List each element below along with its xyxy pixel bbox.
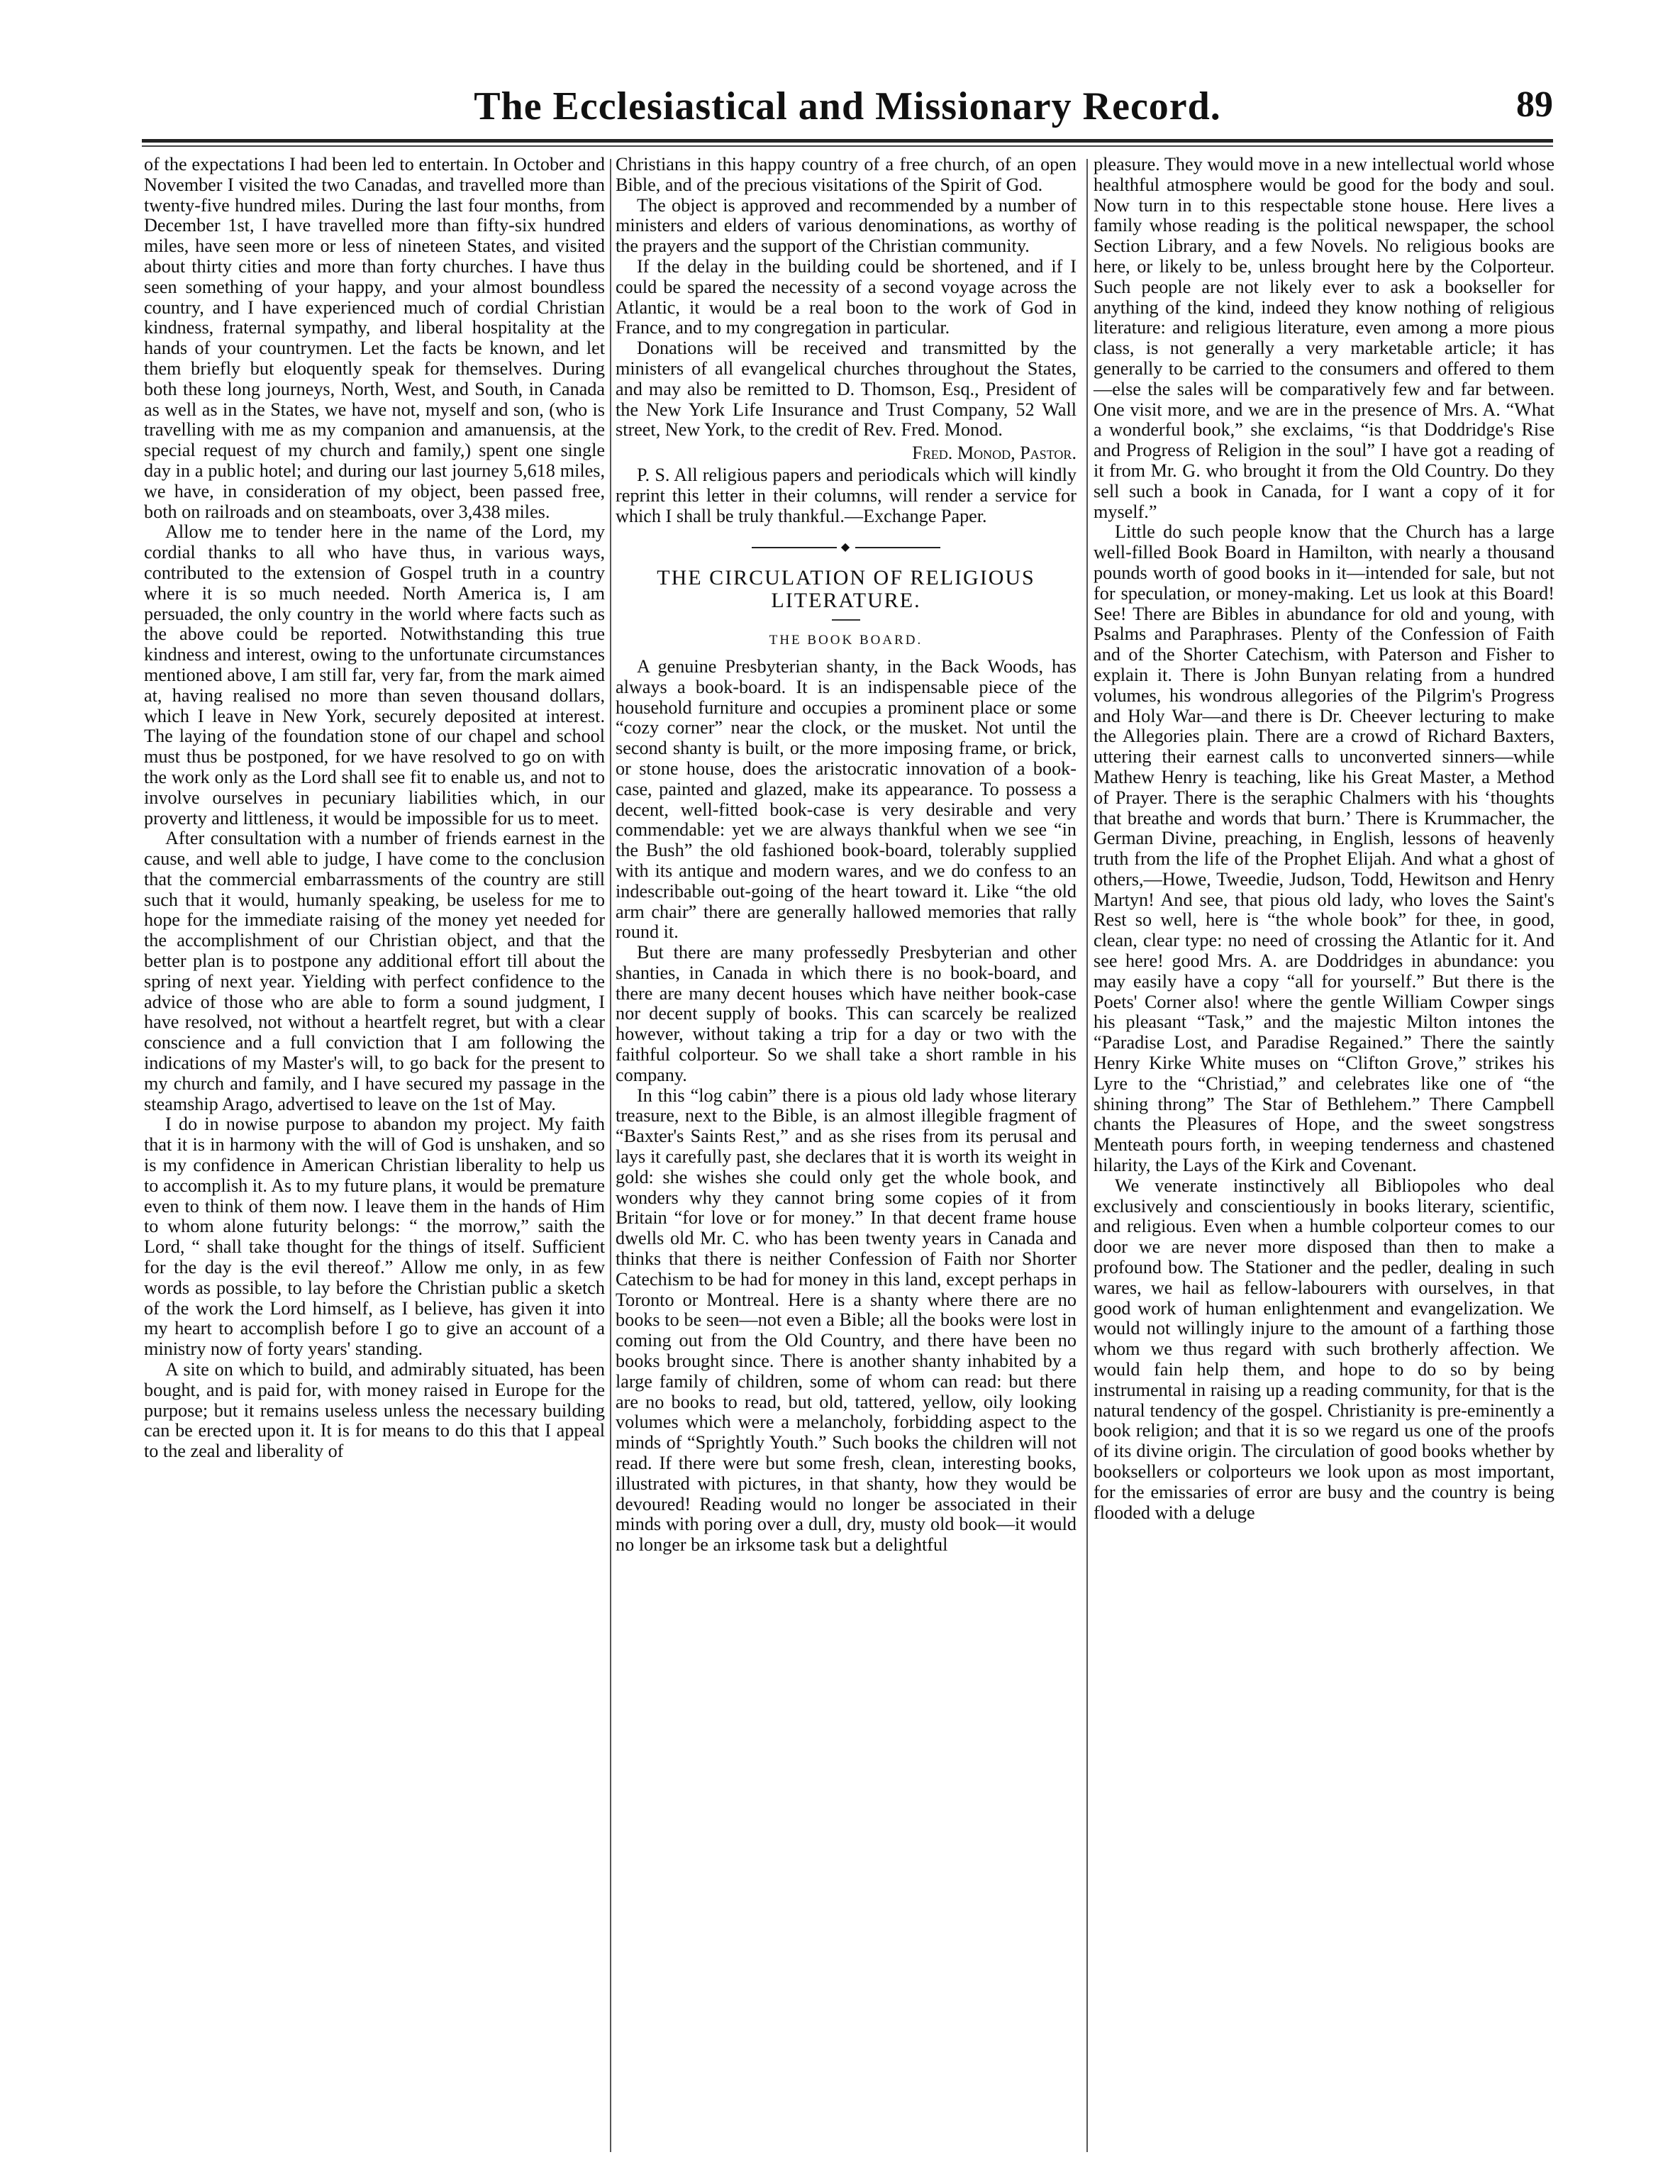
- paragraph: pleasure. They would move in a new intellectual world whose healthful atmosphere would be good for the body and soul. Now turn in to this respectable stone house. Here lives a family whose reading is the political newspaper, the school Section Library, and a few Novels. No religious books are here, or likely to be, unless brought here by the Colporteur. Such people are not likely ever to ask a bookseller for anything of the kind, indeed they know nothing of religious literature: and religious literature, even among a more pious class, is not generally a very marketable article; it has generally to be carried to the consumers and offered to them—else the sales will be comparatively few and far between. One visit more, and we are in the presence of Mrs. A. “What a wonderful book,” she exclaims, “is that Doddridge's Rise and Progress of Religion in the soul” I have got a reading of it from Mr. G. who brought it from the Old Country. Do they sell such a book in Canada, for I want a copy of it for myself.”: [1094, 154, 1554, 522]
- paragraph: A site on which to build, and admirably situated, has been bought, and is paid for, with money raised in Europe for the purpose; but it remains useless unless the necessary building can be erected upon it. It is for means to do this that I appeal to the zeal and liberality of: [144, 1359, 605, 1462]
- paragraph: After consultation with a number of friends earnest in the cause, and well able to judge, I have come to the conclusion that the commercial embarrassments of the country are still such that it would, humanly speaking, be useless for me to hope for the immediate raising of the money yet needed for the accomplishment of our Christian object, and that the better plan is to postpone any additional effort till about the spring of next year. Yielding with perfect confidence to the advice of those who are able to form a sound judgment, I have resolved, not without a heartfelt regret, but with a clear conscience and a full conviction that I am following the indications of my Master's will, to go back for the present to my church and family, and I have secured my passage in the steamship Arago, advertised to leave on the 1st of May.: [144, 828, 605, 1114]
- section-divider-ornament: ◆: [616, 536, 1077, 558]
- paragraph: Donations will be received and transmitted by the ministers of all evangelical churches throughout the States, and may also be remitted to D. Thomson, Esq., President of the New York Life Insurance and Trust Company, 52 Wall street, New York, to the credit of Rev. Fred. Monod.: [616, 338, 1077, 440]
- paragraph: The object is approved and recommended by a number of ministers and elders of various denominations, as worthy of the prayers and the support of the Christian community.: [616, 194, 1077, 257]
- column-right: [1094, 155, 1554, 1523]
- postscript: P. S. All religious papers and periodicals which will kindly reprint this letter in their columns, will render a service for which I shall be truly thankful.—Exchange Paper.: [616, 464, 1077, 526]
- letter-signature: Fred. Monod, Pastor.: [912, 443, 1077, 464]
- column-left: [144, 155, 605, 1462]
- title-rule: [832, 619, 860, 621]
- header-rule-thin: [142, 145, 1553, 147]
- column-middle: [616, 155, 1077, 1556]
- paragraph: Allow me to tender here in the name of the Lord, my cordial thanks to all who have thus, in various ways, contributed to the extension of Gospel truth in a country where it is so much needed. North America is, I am persuaded, the only country in the world where facts such as the above could be reported. Notwithstanding this true kindness and interest, owing to the unfortunate circumstances mentioned above, I am still far, very far, from the mark aimed at, having realised no more than seven thousand dollars, which I leave in New York, securely deposited at interest. The laying of the foundation stone of our chapel and school must thus be postponed, for we have resolved to go on with the work only as the Lord shall see fit to enable us, and not to involve ourselves in pecuniary liabilities which, in our proverty and littleness, it would be impossible for us to meet.: [144, 521, 605, 828]
- article-title: THE CIRCULATION OF RELIGIOUS LITERATURE.: [657, 566, 1035, 613]
- paragraph: of the expectations I had been led to entertain. In October and November I visited the two Canadas, and travelled more than twenty-five hundred miles. During the last four months, from December 1st, I have travelled more than fifty-six hundred miles, have seen more or less of nineteen States, and visited about thirty cities and more than forty churches. I have thus seen something of your happy, and your almost boundless country, and I have experienced much of cordial Christian kindness, fraternal sympathy, and liberal hospitality at the hands of your countrymen. Let the facts be known, and let them briefly but eloquently speak for themselves. During both these long journeys, North, West, and South, in Canada as well as in the States, we have not, myself and son, (who is travelling with me as my companion and amanuensis, at the special request of my church and family,) spent one single day in a public hotel; and during our last journey 5,618 miles, we have, in consideration of my object, been passed free, both on railroads and on steamboats, over 3,438 miles.: [144, 154, 605, 522]
- paragraph: If the delay in the building could be shortened, and if I could be spared the necessity of a second voyage across the Atlantic, it would be a real boon to the work of God in France, and to my congregation in particular.: [616, 255, 1077, 338]
- page-number: 89: [1516, 84, 1553, 125]
- column-divider: [1086, 159, 1088, 2152]
- paragraph: I do in nowise purpose to abandon my project. My faith that it is in harmony with the will of God is unshaken, and so is my confidence in American Christian liberality to help us to accomplish it. As to my future plans, it would be premature even to think of them now. I leave them in the hands of Him to whom alone futurity belongs: “ the morrow,” saith the Lord, “ shall take thought for the things of itself. Sufficient for the day is the evil thereof.” Allow me only, in as few words as possible, to lay before the Christian public a sketch of the work the Lord himself, as I believe, has given it into my heart to accomplish before I go to give an account of a ministry now of forty years' standing.: [144, 1114, 605, 1360]
- paragraph: A genuine Presbyterian shanty, in the Back Woods, has always a book-board. It is an indispensable piece of the household furniture and occupies a prominent place or some “cozy corner” near the clock, or the musket. Not until the second shanty is built, or the more imposing frame, or brick, or stone house, does the aristocratic innovation of a book-case, painted and glazed, make its appearance. To possess a decent, well-fitted book-case is very desirable and very commendable: yet we are always thankful when we see “in the Bush” the old fashioned book-board, tolerably supplied with its antique and modern wares, and we do confess to an indescribable out-going of the heart toward it. Like “the old arm chair” there are generally hallowed memories that rally round it.: [616, 655, 1077, 943]
- paragraph: Little do such people know that the Church has a large well-filled Book Board in Hamilton, with nearly a thousand pounds worth of good books in it—intended for sale, but not for speculation, or money-making. Let us look at this Board! See! There are Bibles in abundance for old and young, with Psalms and Paraphrases. Plenty of the Confession of Faith and of the Shorter Catechism, with Paterson and Fisher to explain it. There is John Bunyan relating from a hundred volumes, his wondrous allegories of the Pilgrim's Progress and Holy War—and there is Dr. Cheever lecturing to make the Allegories plain. There are a crowd of Richard Baxters, uttering their earnest calls to unconverted sinners—while Mathew Henry is teaching, like his Great Master, a Method of Prayer. There is the seraphic Chalmers with his ‘thoughts that breathe and words that burn.’ There is Krummacher, the German Divine, preaching, in English, lessons of heavenly truth from the life of the Prophet Elijah. And what a ghost of others,—Howe, Tweedie, Judson, Todd, Hewitson and Henry Martyn! And see, that pious old lady, who loves the Saint's Rest so well, here is “the whole book” for thee, in good, clean, clear type: no need of crossing the Atlantic for it. And see here! good Mrs. A. are Doddridges in abundance: you may easily have a copy “all for yourself.” But there is the Poets' Corner also! where the gentle William Cowper sings his pleasant “Task,” and the majestic Milton intones the “Paradise Lost, and Paradise Regained.” There the saintly Henry Kirke White muses on “Clifton Grove,” strikes his Lyre to the “Christiad,” and celebrates like one of “the shining throng” The Star of Bethlehem.” There Campbell chants the Pleasures of Hope, and the sweet songstress Menteath pours forth, in weeping tenderness and chastened hilarity, the Lays of the Kirk and Covenant.: [1094, 521, 1554, 1176]
- section-subheading: THE BOOK BOARD.: [769, 633, 923, 648]
- paragraph: But there are many professedly Presbyterian and other shanties, in Canada in which there is no book-board, and there are many decent houses which have neither book-case nor decent supply of books. This can scarcely be realized however, without taking a trip for a day or two with the faithful colporteur. So we shall take a short ramble in his company.: [616, 942, 1077, 1085]
- paragraph: We venerate instinctively all Bibliopoles who deal exclusively and conscientiously in books literary, scientific, and religious. Even when a humble colporteur comes to our door we are never more disposed than then to make a profound bow. The Stationer and the pedler, dealing in such wares, we hail as fellow-labourers with ourselves, in that good work of human enlightenment and evangelization. We would not willingly injure to the amount of a farthing those whom we thus regard with such brotherly affection. We would fain help them, and hope to do so by being instrumental in raising up a reading community, for that is the natural tendency of the gospel. Christianity is pre-eminently a book religion; and that it is so we regard us one of the proofs of its divine origin. The circulation of good books whether by booksellers or colporteurs we look upon as most important, for the emissaries of error are busy and the country is being flooded with a deluge: [1094, 1175, 1554, 1523]
- paragraph: In this “log cabin” there is a pious old lady whose literary treasure, next to the Bible, is an almost illegible fragment of “Baxter's Saints Rest,” and as she rises from its perusal and lays it carefully past, she declares that it is worth its weight in gold: she wishes she could only get the whole book, and wonders why they cannot bring some copies of it from Britain “for love or for money.” In that decent frame house dwells old Mr. C. who has been twenty years in Canada and thinks that there is neither Confession of Faith nor Shorter Catechism to be had for money in this land, except perhaps in Toronto or Montreal. Here is a shanty where there are no books to be seen—not even a Bible; all the books were lost in coming out from the Old Country, and there have been no books brought since. There is another shanty inhabited by a large family of children, some of whom can read: but there are no books to read, but old, tattered, yellow, oily looking volumes which were a melancholy, forbidding aspect to the minds of “Sprightly Youth.” Such books the children will not read. If there were but some fresh, clean, interesting books, illustrated with pictures, in that shanty, how they would be devoured! Reading would no longer be associated in their minds with poring over a dull, dry, musty old book—it would no longer be an irksome task but a delightful: [616, 1085, 1077, 1556]
- column-divider: [610, 159, 611, 2152]
- header-rule: [142, 139, 1553, 143]
- running-title: The Ecclesiastical and Missionary Record.: [474, 84, 1221, 128]
- masthead: [142, 84, 1553, 133]
- paragraph: Christians in this happy country of a free church, of an open Bible, and of the precious visitations of the Spirit of God.: [616, 154, 1077, 195]
